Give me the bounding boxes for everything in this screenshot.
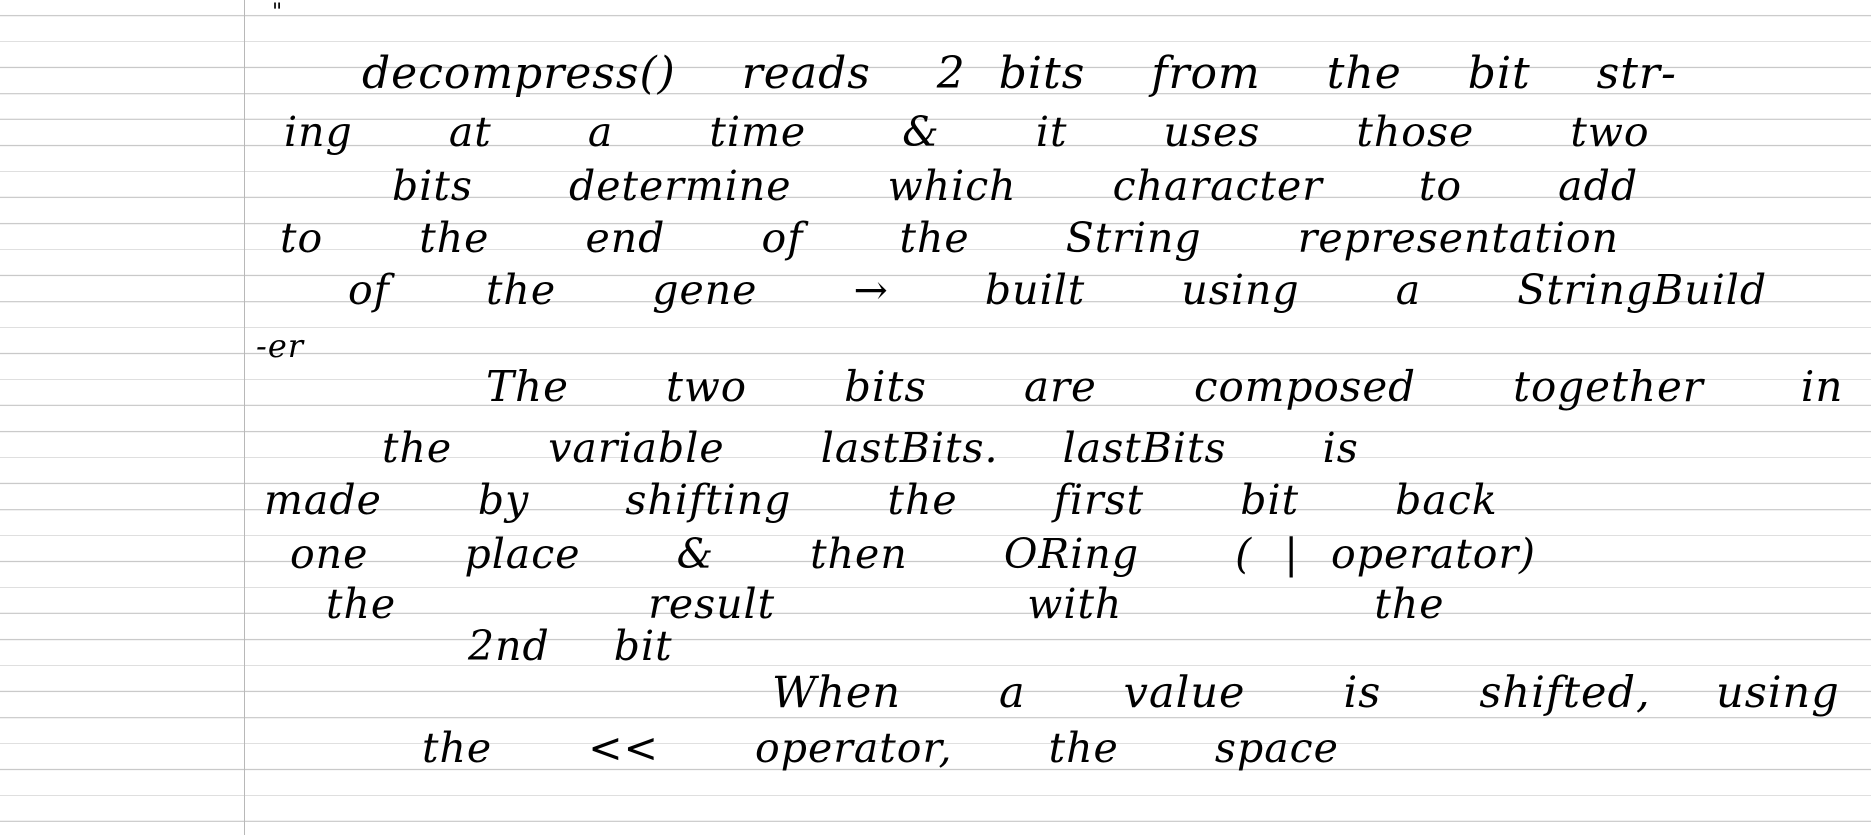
handwritten-line-14: the << operator, the space — [422, 724, 1339, 772]
handwritten-line-9: made by shifting the first bit back — [264, 476, 1498, 524]
handwritten-line-3: bits determine which character to add — [392, 162, 1639, 210]
handwritten-line-12: 2nd bit — [468, 622, 673, 670]
handwritten-line-4: to the end of the String representation — [280, 214, 1620, 262]
handwritten-line-7: The two bits are composed together in — [486, 362, 1844, 411]
handwritten-line-5: of the gene → built using a StringBuild — [348, 266, 1768, 314]
handwritten-line-11: the result with the — [326, 580, 1445, 628]
margin-line — [244, 0, 245, 835]
handwritten-line-10: one place & then ORing ( | operator) — [290, 530, 1537, 578]
handwritten-line-1: decompress() reads 2 bits from the bit str- — [362, 48, 1677, 99]
handwritten-line-2: ing at a time & it uses those two — [284, 108, 1650, 156]
handwritten-line-6: -er — [256, 327, 305, 365]
handwritten-line-13: When a value is shifted, using — [772, 668, 1840, 718]
handwritten-line-8: the variable lastBits. lastBits is — [382, 424, 1359, 472]
top-quote-mark: " — [272, 0, 283, 25]
